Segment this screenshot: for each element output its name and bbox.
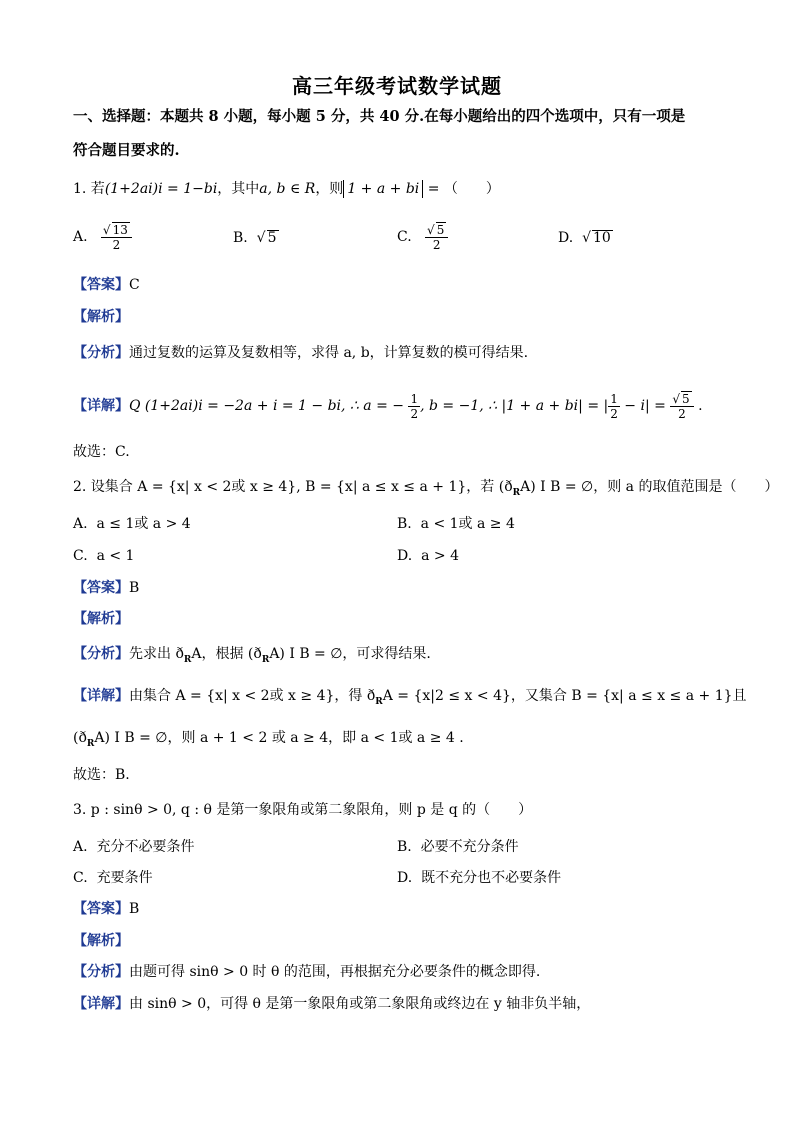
q1-choose: 故选：C. bbox=[73, 444, 130, 460]
section-heading-line2: 符合题目要求的. bbox=[73, 142, 180, 159]
q2-option-a: A. a ≤ 1或 a > 4 bbox=[73, 516, 191, 532]
q1-option-d: D. √ 10 bbox=[558, 230, 611, 246]
q2-option-b: B. a < 1或 a ≥ 4 bbox=[397, 516, 515, 532]
q1-option-b: B. √ 5 bbox=[233, 230, 277, 246]
q2-option-c: C. a < 1 bbox=[73, 548, 135, 564]
q2-xiangjie-cont: $(ð_RA)$ I B = ∅，则 a + 1 < 2 或 a ≥ 4，即 a < 1或 a ≥ 4 . bbox=[73, 730, 464, 749]
q3-analysis-heading: 【解析】 bbox=[73, 933, 129, 949]
q1-option-a-fraction: $\frac{√ 13}{2}$ bbox=[101, 222, 132, 252]
q1-modulus: 1 + a + bi bbox=[343, 180, 423, 198]
q2-answer: 【答案】B bbox=[73, 580, 140, 596]
q3-option-c: C. 充要条件 bbox=[73, 870, 153, 886]
q1-option-a: A. $\frac{√ 13}{2}$ bbox=[73, 222, 132, 252]
q1-answer: 【答案】C bbox=[73, 277, 140, 293]
q3-option-a: A. 充分不必要条件 bbox=[73, 839, 195, 855]
q3-option-b: B. 必要不充分条件 bbox=[397, 839, 519, 855]
q1-equation: (1+2ai)i = 1−bi bbox=[104, 181, 218, 197]
q3-answer: 【答案】B bbox=[73, 901, 140, 917]
q1-stem: 1. 若(1+2ai)i = 1−bi，其中a, b ∈ R，则 1 + a + bi = （ ） bbox=[73, 181, 500, 197]
section-heading-line1: 一、选择题：本题共 8 小题，每小题 5 分，共 40 分.在每小题给出的四个选项中，只有一项是 bbox=[73, 108, 686, 125]
q2-stem: 2. 设集合 A = {x| x < 2或 x ≥ 4}, B = {x| a ≤ x ≤ a + 1}，若 $(ð_RA)$ I B = ∅，则 a 的取值范围是（ ） bbox=[73, 479, 779, 498]
q1-analysis-heading: 【解析】 bbox=[73, 309, 129, 325]
q2-choose: 故选：B. bbox=[73, 767, 130, 783]
q2-xiangjie: 【详解】由集合 A = {x| x < 2或 x ≥ 4}，得 $ð_RA = \{x|2 \le x < 4\}$，又集合 B = {x| a ≤ x ≤ a + 1}且 bbox=[73, 688, 747, 707]
q1-option-c-fraction: $\frac{√ 5}{2}$ bbox=[425, 222, 448, 252]
q1-xiangjie: 【详解】Q (1+2ai)i = −2a + i = 1 − bi, ∴ a = − $\frac{1}{2}$ , b = −1, ∴ |1 + a + bi| = | $\frac{1}{2}$ − i| = $\frac{√ 5}{2}$ . bbox=[73, 391, 703, 421]
q3-option-d: D. 既不充分也不必要条件 bbox=[397, 870, 562, 886]
q3-stem: 3. p : sinθ > 0, q : θ 是第一象限角或第二象限角，则 p 是 q 的（ ） bbox=[73, 802, 533, 818]
q2-option-d: D. a > 4 bbox=[397, 548, 459, 564]
q3-fenxi: 【分析】由题可得 sinθ > 0 时 θ 的范围，再根据充分必要条件的概念即得. bbox=[73, 964, 541, 980]
q2-fenxi: 【分析】先求出 $ð_RA$，根据 $(ð_RA)$ I B = ∅，可求得结果. bbox=[73, 646, 431, 665]
q3-xiangjie: 【详解】由 sinθ > 0，可得 θ 是第一象限角或第二象限角或终边在 y 轴非负半轴， bbox=[73, 996, 591, 1012]
q1-fenxi: 【分析】通过复数的运算及复数相等，求得 a, b，计算复数的模可得结果. bbox=[73, 345, 529, 361]
q1-option-c: C. $\frac{√ 5}{2}$ bbox=[397, 222, 448, 252]
q2-analysis-heading: 【解析】 bbox=[73, 611, 129, 627]
page-title: 高三年级考试数学试题 bbox=[292, 74, 502, 98]
